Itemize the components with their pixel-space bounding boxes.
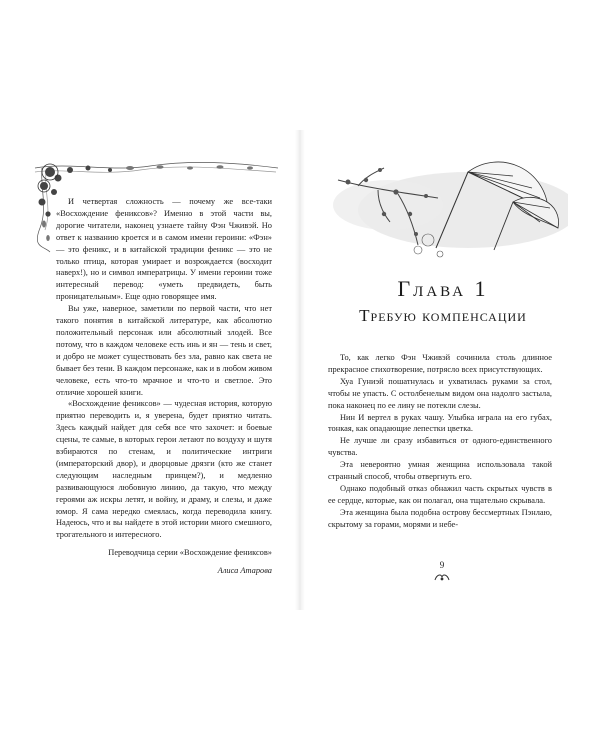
page-number: 9 — [439, 560, 445, 570]
paragraph: Не лучше ли сразу избавиться от одного-единственного чувства. — [328, 436, 552, 458]
paragraph: «Восхождение фениксов» — чудесная история, которую приятно переводить и, я уверена, будет приятно читать. Здесь каждый найдет для себя все что захочет: и боевые сцены, те самые, в которых герои летают по воздуху и шутя взбираются по стенам, и политические интриги (императорский двор), и дворцовые дрязги (кто же станет следующим наследным принцем?), и медленно развивающуюся любовную линию, да такую, что между героями аж искры летят, и войну, и драму, и слезы, и даже юмор. Я сама нередко смеялась, когда переводила книгу. Надеюсь, что и вы найдете в этой истории много смешного, трогательного и интересного. — [56, 399, 272, 540]
paragraph: Эта женщина была подобна острову бессмертных Пэнлаю, скрытому за горами, морями и небе- — [328, 507, 552, 529]
paragraph: Однако подобный отказ обнажил часть скрытых чувств в ее сердце, которые, как он полагал, она тщательно скрывала. — [328, 483, 552, 505]
paragraph: Хуа Гуниэй пошатнулась и ухватилась руками за стол, чтобы не упасть. С остолбенелым видом она надолго застыла, пока наконец по ее лину не потекли слезы. — [328, 376, 552, 410]
page-number-ornament-icon — [433, 572, 451, 582]
paragraph: То, как легко Фэн Чживэй сочинила столь длинное прекрасное стихотворение, потрясло всех присутствующих. — [328, 353, 552, 374]
paragraph: Вы уже, наверное, заметили по первой части, что нет такого понятия в китайской литературе, как абсолютно положительный персонаж или абсолютный злодей. Все потому, что в каждом человеке есть инь и ян — тень и свет, и добро не может существовать без зла, равно как света не бывает без тени. В каждом персонаже, как и в любом живом человеке, есть что-то мрачное и что-то и светлое. Это отличие хорошей книги. — [56, 304, 272, 397]
chapter-subtitle: Требую компенсации — [359, 306, 527, 325]
left-page-text — [56, 196, 272, 577]
paragraph: И четвертая сложность — почему же все-таки «Восхождение фениксов»? Именно в этой части вы, дорогие читатели, наконец узнаете тайну Фэн Чживэй. Но ответ к названию кроется и в самом имени героини: «Фэн» — это феникс, и в китайской традиции феникс — это не только птица, которая умирает и возрождается (восходит наверх!), но и символ императрицы. У имени героини тоже интересный перевод: «уметь предвидеть, быть проницательным». Еще одно говорящее имя. — [56, 197, 272, 302]
paragraph: Нин И вертел в руках чашу. Улыбка играла на его губах, тонкая, как опадающие лепестки цветка. — [328, 412, 552, 434]
right-page-text — [328, 352, 552, 531]
paragraph: Эта невероятно умная женщина использовала такой странный способ, чтобы отвергнуть его. — [328, 460, 552, 482]
book-gutter — [295, 130, 305, 610]
parasol-ornament — [318, 150, 568, 265]
translator-line: Переводчица серии «Восхождение фениксов» — [108, 548, 272, 558]
translator-signature: Алиса Атарова — [217, 566, 272, 576]
chapter-title: Глава 1 — [397, 276, 489, 301]
